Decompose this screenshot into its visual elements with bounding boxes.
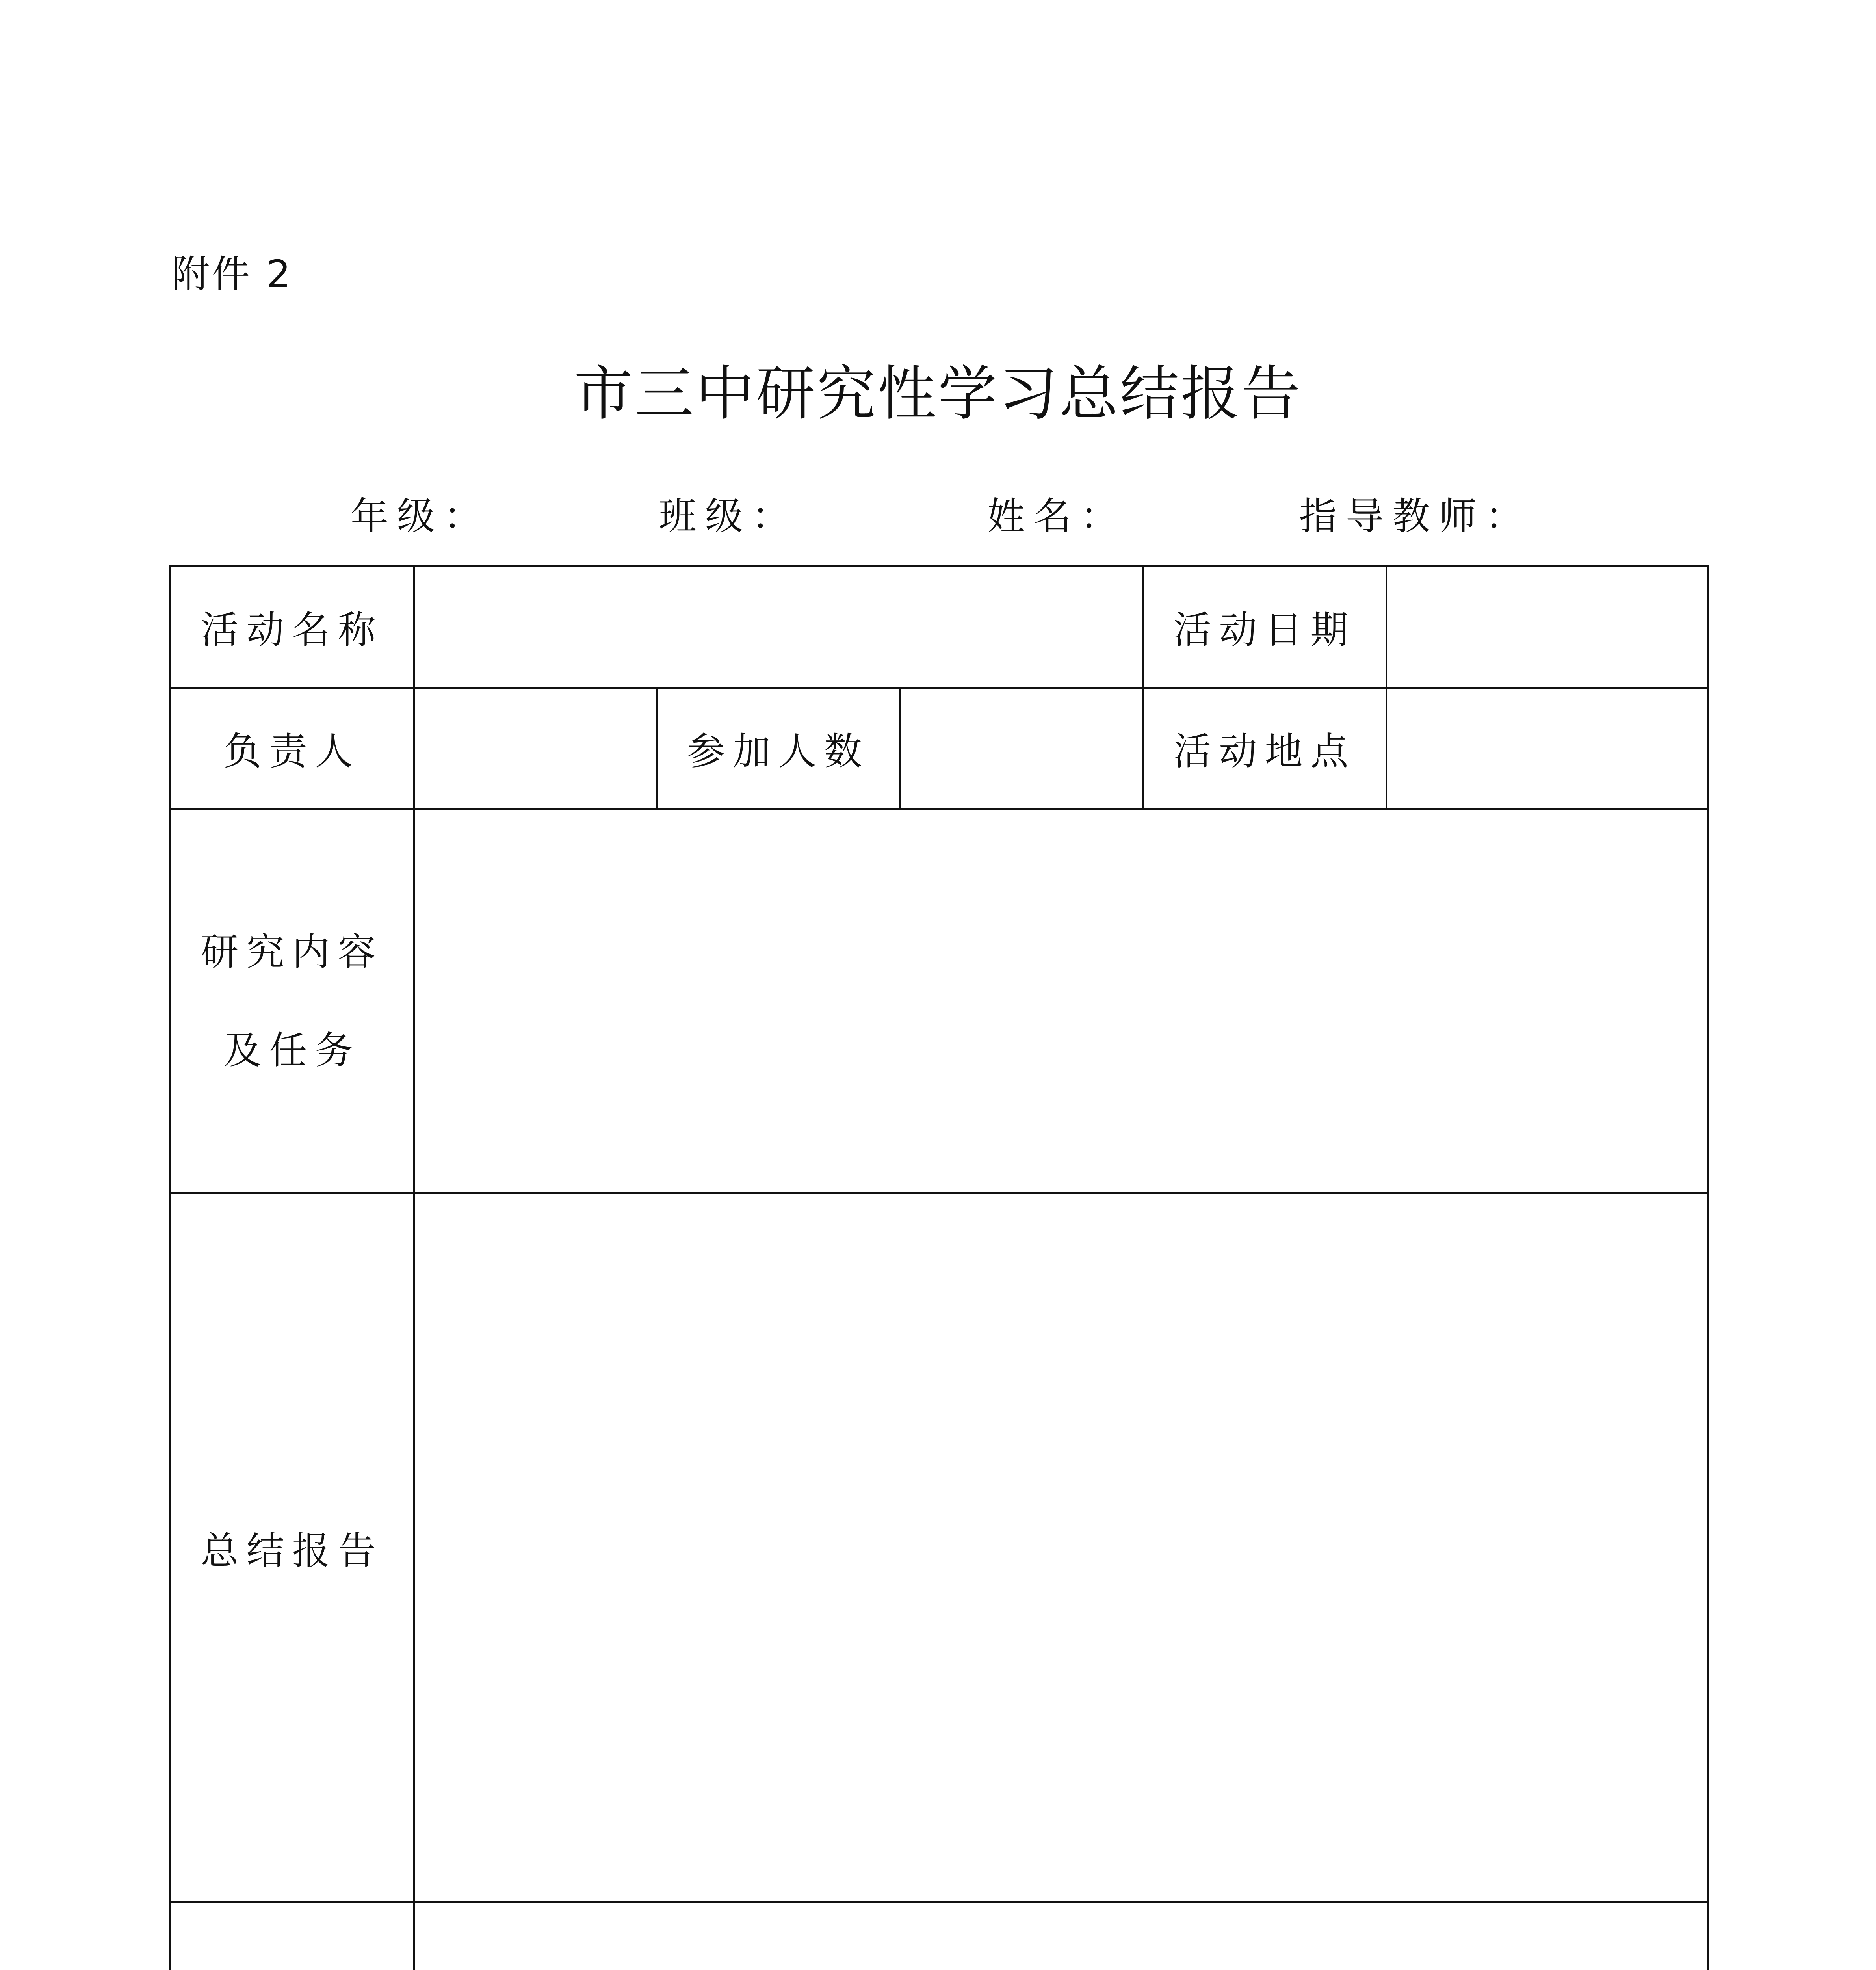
table-row (171, 809, 1708, 1193)
leader-label: 负责人 (223, 729, 361, 773)
advisor-label: 指导教师： (1299, 494, 1532, 538)
table-row (171, 688, 1708, 809)
name-label: 姓名： (987, 494, 1127, 538)
table-row (171, 1193, 1708, 1903)
activity-date-label-cell (1143, 567, 1387, 688)
summary-report-field[interactable] (414, 1193, 1708, 1903)
research-label-line1: 研究内容 (201, 930, 384, 974)
location-field[interactable] (1387, 688, 1708, 809)
evaluation-label-cell (171, 1903, 414, 1970)
location-label-cell (1143, 688, 1387, 809)
participants-label: 参加人数 (687, 729, 870, 773)
activity-date-label: 活动日期 (1173, 608, 1356, 652)
activity-name-label-cell (171, 567, 414, 688)
location-label: 活动地点 (1173, 729, 1356, 773)
leader-label-cell (171, 688, 414, 809)
advisor-evaluation-field[interactable] (414, 1903, 1708, 1970)
activity-name-field[interactable] (414, 567, 1143, 688)
participants-field[interactable] (900, 688, 1143, 809)
report-form-table (169, 565, 1709, 1970)
class-label: 班级： (659, 494, 798, 538)
research-content-field[interactable] (414, 809, 1708, 1193)
leader-field[interactable] (414, 688, 657, 809)
summary-label-cell (171, 1193, 414, 1903)
table-row (171, 1903, 1708, 1970)
table-row (171, 567, 1708, 688)
participants-label-cell (657, 688, 900, 809)
attachment-label: 附件 2 (172, 252, 293, 296)
research-label-line2: 及任务 (223, 1028, 361, 1072)
grade-label: 年级： (351, 494, 490, 538)
summary-label: 总结报告 (201, 1529, 384, 1573)
activity-name-label: 活动名称 (201, 608, 384, 652)
document-title: 市三中研究性学习总结报告 (574, 360, 1302, 428)
research-label-cell (171, 809, 414, 1193)
activity-date-field[interactable] (1387, 567, 1708, 688)
